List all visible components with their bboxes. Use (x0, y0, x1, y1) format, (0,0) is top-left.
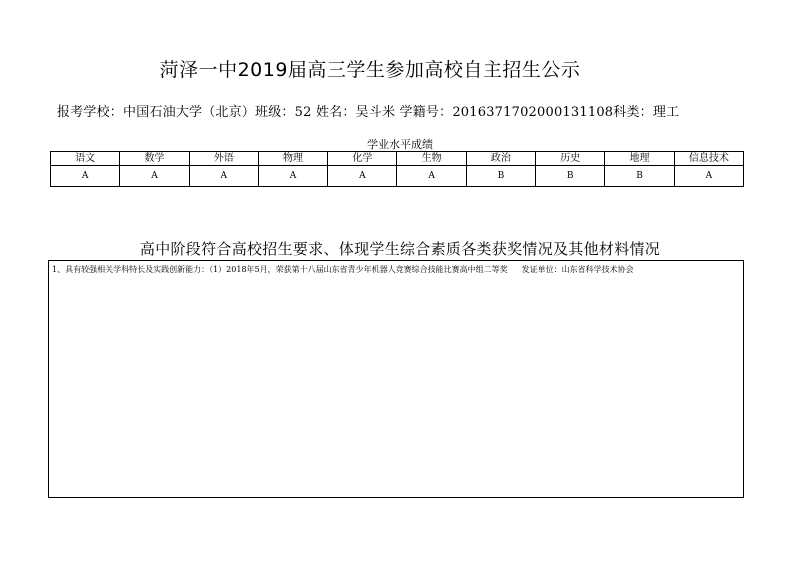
school-label: 报考学校： (57, 105, 124, 120)
school-value: 中国石油大学（北京） (123, 105, 256, 120)
grades-header-row (51, 152, 744, 166)
category-value: 理工 (652, 105, 680, 120)
subject-header: 化学 (328, 152, 397, 166)
grade-cell: B (605, 166, 674, 187)
subject-header: 数学 (120, 152, 189, 166)
student-id-label: 学籍号： (399, 105, 453, 120)
award-entry (52, 264, 634, 275)
grade-cell: A (51, 166, 120, 187)
student-id-value: 2016371702000131108 (452, 105, 614, 120)
grade-cell: B (536, 166, 605, 187)
award-issuer: 发证单位：山东省科学技术协会 (521, 265, 634, 274)
subject-header: 语文 (51, 152, 120, 166)
awards-box (48, 260, 744, 498)
grade-cell: A (328, 166, 397, 187)
subject-header: 政治 (466, 152, 535, 166)
class-value: 52 (294, 105, 312, 120)
grade-cell: A (397, 166, 466, 187)
name-value: 吴斗米 (355, 105, 396, 120)
category-label: 科类： (613, 105, 653, 120)
grade-cell: A (258, 166, 327, 187)
class-label: 班级： (255, 105, 295, 120)
grades-table (50, 151, 744, 187)
grade-cell: B (466, 166, 535, 187)
page-title: 菏泽一中2019届高三学生参加高校自主招生公示 (159, 59, 581, 81)
grade-cell: A (674, 166, 743, 187)
subject-header: 物理 (258, 152, 327, 166)
awards-section-title: 高中阶段符合高校招生要求、体现学生综合素质各类获奖情况及其他材料情况 (139, 240, 661, 258)
student-info-line (57, 101, 679, 120)
subject-header: 生物 (397, 152, 466, 166)
subject-header: 地理 (605, 152, 674, 166)
subject-header: 信息技术 (674, 152, 743, 166)
subject-header: 历史 (536, 152, 605, 166)
subject-header: 外语 (189, 152, 258, 166)
award-text: 1、具有较强相关学科特长及实践创新能力：（1）2018年5月，荣获第十八届山东省青少年机器人竞赛综合技能比赛高中组二等奖 (52, 265, 508, 274)
grades-score-row (51, 166, 744, 187)
grade-cell: A (120, 166, 189, 187)
grade-cell: A (189, 166, 258, 187)
name-label: 姓名： (315, 105, 356, 120)
grades-section-title: 学业水平成绩 (367, 138, 433, 151)
